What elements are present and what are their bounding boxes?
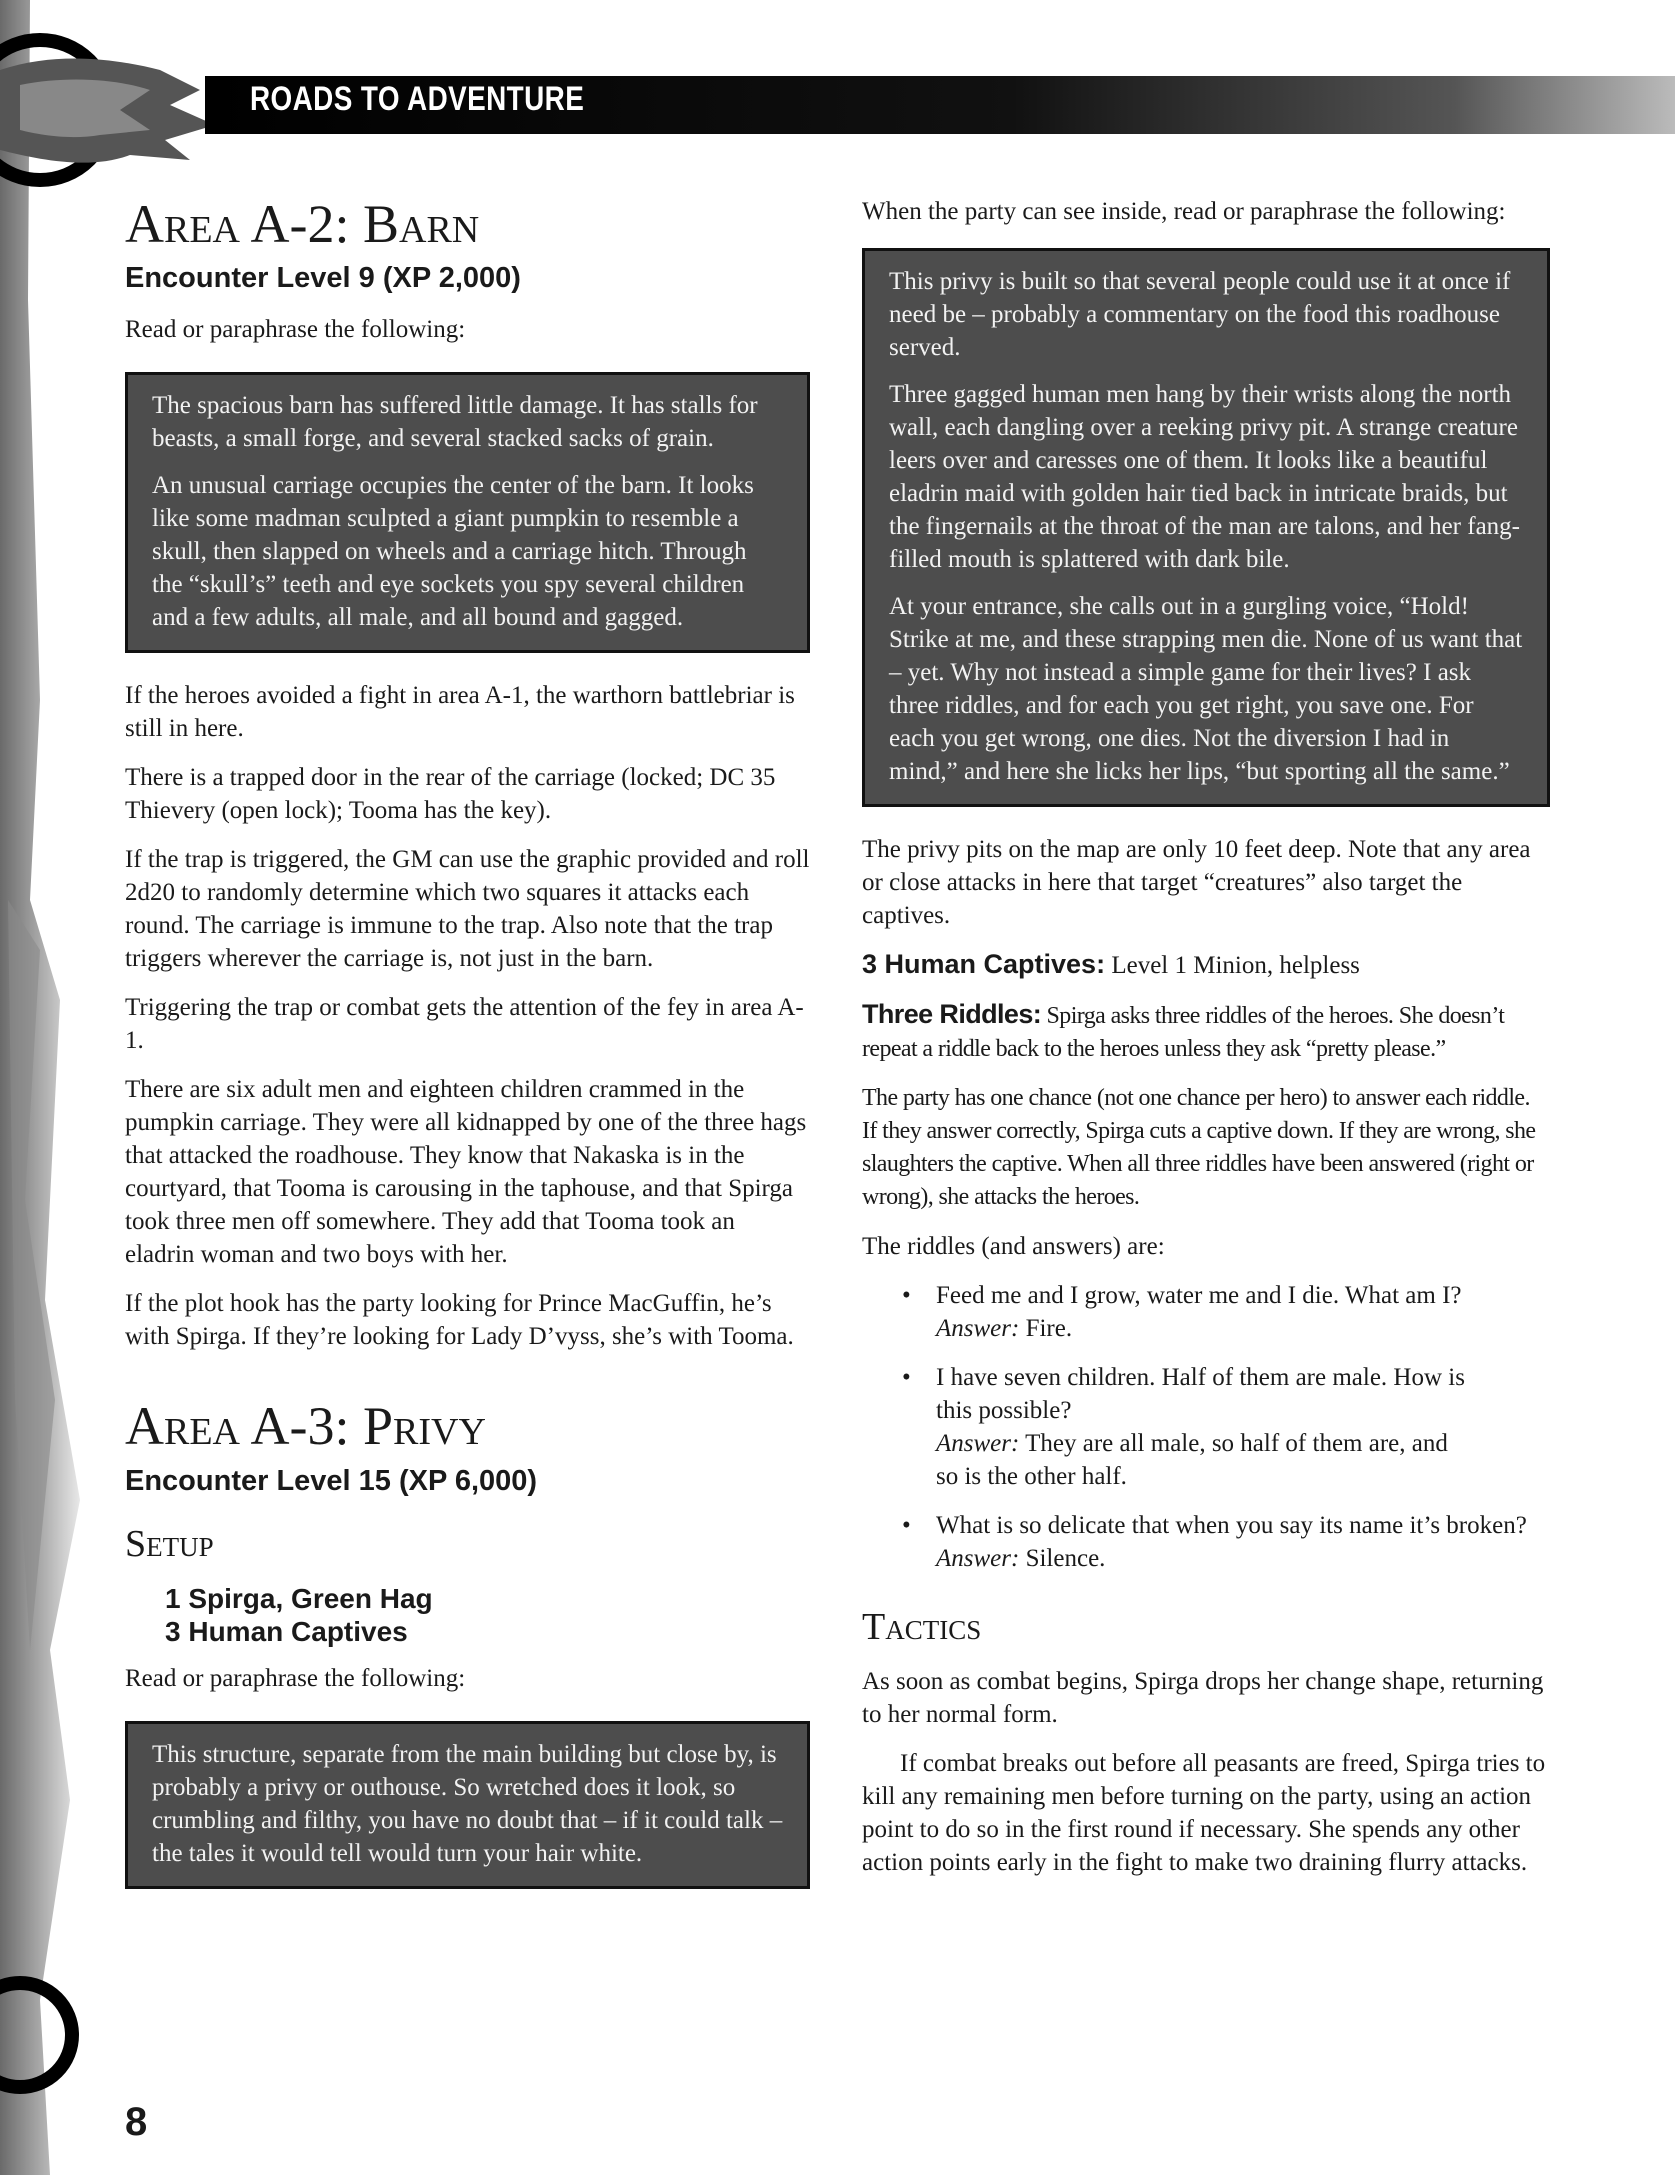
read-aloud-paragraph: The spacious barn has suffered little damage. It has stalls for beasts, a small forge, and several stacked sacks of grain. bbox=[152, 392, 758, 453]
read-aloud-paragraph: Three gagged human men hang by their wrists along the north wall, each dangling over a reeking privy pit. A strange creature leers over and caresses one of them. It looks like a beautiful eladrin maid with golden hair tied back in intricate braids, but the fingernails at the throat of the man are talons, and her fang-filled mouth is splattered with dark bile. bbox=[889, 381, 1521, 573]
right-column bbox=[862, 195, 1550, 1895]
area-a3-intro: Read or paraphrase the following: bbox=[125, 1664, 466, 1692]
bullet-icon: • bbox=[902, 1282, 911, 1309]
captives-text: Level 1 Minion, helpless bbox=[1105, 952, 1360, 979]
body-paragraph: There is a trapped door in the rear of the carriage (locked; DC 35 Thievery (open lock); Tooma has the key). bbox=[125, 764, 776, 825]
page-number: 8 bbox=[125, 2100, 148, 2144]
privy-read-aloud-box bbox=[862, 248, 1550, 807]
captives-label: 3 Human Captives: bbox=[862, 949, 1106, 979]
read-aloud-paragraph: An unusual carriage occupies the center of the barn. It looks like some madman sculpted a giant pumpkin to resemble a skull, then slapped on wheels and a carriage hitch. Through the “skull’s” teeth and eye sockets you spy several children and a few adults, all male, and all bound and gagged. bbox=[152, 472, 754, 632]
read-aloud-paragraph: This structure, separate from the main building but close by, is probably a privy or outhouse. So wretched does it look, so crumbling and filthy, you have no doubt that – if it could talk – the tales it would tell would turn your hair white. bbox=[152, 1740, 783, 1867]
riddle-question: Feed me and I grow, water me and I die. What am I? bbox=[936, 1282, 1462, 1309]
bullet-icon: • bbox=[902, 1364, 911, 1391]
body-paragraph: If the heroes avoided a fight in area A-1, the warthorn battlebriar is still in here. bbox=[125, 682, 795, 743]
riddle-answer: Silence. bbox=[1019, 1545, 1106, 1572]
tactics-heading: Tactics bbox=[862, 1606, 982, 1648]
answer-label: Answer: bbox=[936, 1545, 1020, 1572]
riddle-question: I have seven children. Half of them are male. How is this possible? bbox=[936, 1364, 1465, 1424]
riddle-question: What is so delicate that when you say its name it’s broken? bbox=[936, 1512, 1527, 1539]
bullet-icon: • bbox=[902, 1512, 911, 1539]
stone-border-decoration bbox=[0, 0, 95, 2175]
area-a2-title: Area A-2: Barn bbox=[125, 194, 480, 254]
privy-intro: When the party can see inside, read or paraphrase the following: bbox=[862, 198, 1506, 225]
area-a2-read-aloud-box bbox=[125, 372, 810, 653]
header-title: ROADS TO ADVENTURE bbox=[250, 80, 585, 118]
ring-decoration bbox=[0, 1975, 100, 2095]
body-paragraph: If the trap is triggered, the GM can use the graphic provided and roll 2d20 to randomly determine which two squares it attacks each round. The carriage is immune to the trap. Also note that the trap triggers wherever the carriage is, not just in the barn. bbox=[125, 846, 810, 973]
body-paragraph: The privy pits on the map are only 10 feet deep. Note that any area or close attacks in here that target “creatures” also target the captives. bbox=[862, 836, 1531, 929]
area-a3-encounter-level: Encounter Level 15 (XP 6,000) bbox=[125, 1464, 538, 1497]
list-item bbox=[902, 1361, 1550, 1493]
answer-label: Answer: bbox=[936, 1315, 1020, 1342]
read-aloud-paragraph: At your entrance, she calls out in a gurgling voice, “Hold! Strike at me, and these strapping men die. None of us want that – yet. Why not instead a simple game for their lives? I ask three riddles, and for each you get right, you save one. For each you get wrong, one dies. Not the diversion I had in mind,” and here she licks her lips, “but sporting all the same.” bbox=[889, 593, 1523, 785]
dragon-head-emblem bbox=[0, 30, 240, 190]
body-paragraph: If the plot hook has the party looking for Prince MacGuffin, he’s with Spirga. If they’re looking for Lady D’vyss, she’s with Tooma. bbox=[125, 1290, 794, 1351]
list-item bbox=[902, 1279, 1550, 1345]
riddles-stat-line bbox=[862, 998, 1550, 1066]
setup-item: 1 Spirga, Green Hag bbox=[165, 1582, 433, 1614]
read-aloud-paragraph: This privy is built so that several people could use it at once if need be – probably a commentary on the food this roadhouse served. bbox=[889, 268, 1511, 361]
riddles-list bbox=[902, 1279, 1550, 1575]
answer-label: Answer: bbox=[936, 1430, 1020, 1457]
setup-list bbox=[165, 1582, 810, 1648]
captives-stat-line bbox=[862, 948, 1550, 982]
body-paragraph: If combat breaks out before all peasants are freed, Spirga tries to kill any remaining men before turning on the party, using an action point to do so in the first round if necessary. She spends any other action points early in the fight to make two draining flurry attacks. bbox=[862, 1750, 1546, 1876]
area-a3-read-aloud-box bbox=[125, 1721, 810, 1889]
list-item bbox=[902, 1509, 1550, 1575]
setup-heading: Setup bbox=[125, 1522, 214, 1565]
setup-item: 3 Human Captives bbox=[165, 1615, 408, 1647]
body-paragraph: There are six adult men and eighteen children crammed in the pumpkin carriage. They were all kidnapped by one of the three hags that attacked the roadhouse. They know that Nakaska is in the courtyard, that Tooma is carousing in the taphouse, and that Spirga took three men off somewhere. They add that Tooma took an eladrin woman and two boys with her. bbox=[125, 1076, 807, 1269]
body-paragraph: Triggering the trap or combat gets the attention of the fey in area A-1. bbox=[125, 994, 804, 1055]
area-a2-encounter-level: Encounter Level 9 (XP 2,000) bbox=[125, 262, 521, 295]
left-column bbox=[125, 195, 810, 1915]
body-paragraph: As soon as combat begins, Spirga drops her change shape, returning to her normal form. bbox=[862, 1668, 1544, 1728]
area-a2-intro: Read or paraphrase the following: bbox=[125, 316, 466, 344]
riddle-answer: Fire. bbox=[1019, 1315, 1073, 1342]
riddles-intro: The riddles (and answers) are: bbox=[862, 1233, 1165, 1260]
riddle-answer: They are all male, so half of them are, and so is the other half. bbox=[936, 1430, 1448, 1490]
riddles-text: Spirga asks three riddles of the heroes. She doesn’t repeat a riddle back to the heroes unless they ask “pretty please.” bbox=[862, 1003, 1505, 1062]
area-a3-title: Area A-3: Privy bbox=[125, 1396, 486, 1457]
riddles-label: Three Riddles: bbox=[862, 999, 1042, 1029]
body-paragraph: The party has one chance (not one chance per hero) to answer each riddle. If they answer correctly, Spirga cuts a captive down. If they are wrong, she slaughters the captive. When all three riddles have been answered (right or wrong), she attacks the heroes. bbox=[862, 1085, 1536, 1210]
